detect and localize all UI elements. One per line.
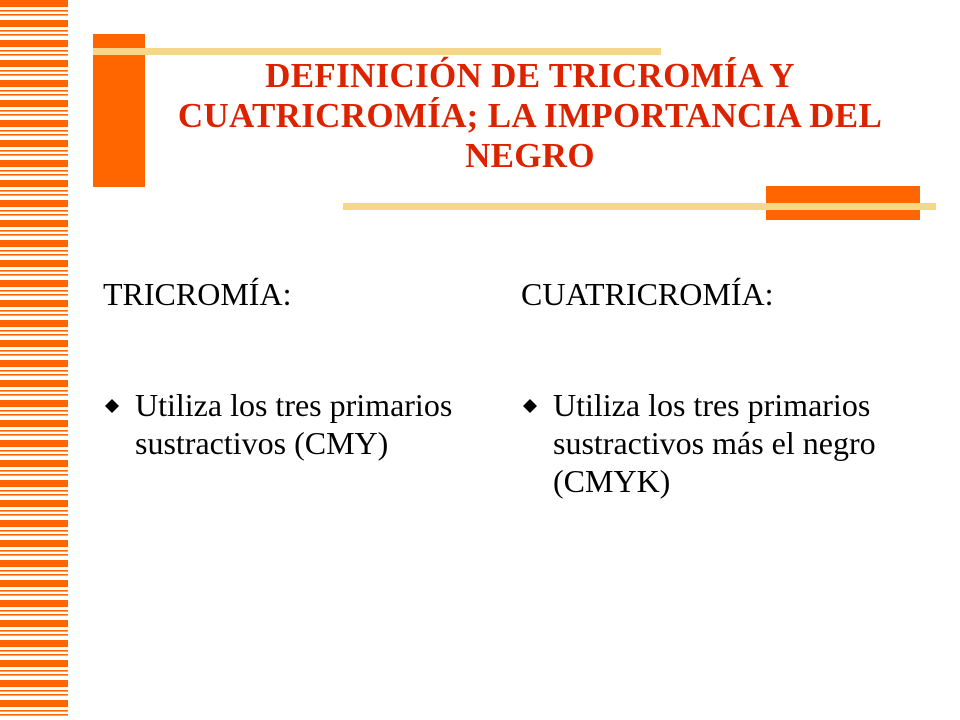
stripe-line — [0, 290, 68, 292]
stripe-line — [0, 650, 68, 652]
yellow-bottom-line — [343, 203, 936, 210]
stripe-line — [0, 230, 68, 232]
stripe-line — [0, 554, 68, 556]
stripe-bar — [0, 100, 68, 107]
right-bullet-item — [521, 386, 921, 500]
stripe-line — [0, 414, 68, 416]
stripe-line — [0, 630, 68, 632]
stripe-bar — [0, 700, 68, 707]
stripe-line — [0, 254, 68, 256]
diamond-bullet-icon — [523, 399, 537, 413]
stripe-line — [0, 714, 68, 716]
stripe-line — [0, 514, 68, 516]
stripe-line — [0, 194, 68, 196]
stripe-bar — [0, 260, 68, 267]
stripe-line — [0, 390, 68, 392]
stripe-line — [0, 210, 68, 212]
stripe-bar — [0, 580, 68, 587]
stripe-bar — [0, 560, 68, 567]
stripe-bar — [0, 180, 68, 187]
stripe-line — [0, 674, 68, 676]
stripe-line — [0, 94, 68, 96]
stripe-bar — [0, 540, 68, 547]
stripe-line — [0, 574, 68, 576]
stripe-bar — [0, 280, 68, 287]
stripe-line — [0, 74, 68, 76]
stripe-bar — [0, 320, 68, 327]
stripe-line — [0, 150, 68, 152]
stripe-line — [0, 534, 68, 536]
right-column-heading: CUATRICROMÍA: — [521, 276, 774, 312]
slide-title: DEFINICIÓN DE TRICROMÍA Y CUATRICROMÍA; LA IMPORTANCIA DEL NEGRO — [177, 56, 883, 175]
stripe-line — [0, 54, 68, 56]
left-column-heading: TRICROMÍA: — [103, 276, 292, 312]
stripe-line — [0, 14, 68, 16]
stripe-bar — [0, 500, 68, 507]
stripe-bar — [0, 380, 68, 387]
stripe-line — [0, 490, 68, 492]
stripe-bar — [0, 440, 68, 447]
stripe-bar — [0, 220, 68, 227]
stripe-line — [0, 350, 68, 352]
stripe-line — [0, 594, 68, 596]
stripe-line — [0, 170, 68, 172]
stripe-line — [0, 694, 68, 696]
stripe-line — [0, 310, 68, 312]
stripe-line — [0, 10, 68, 12]
stripe-line — [0, 110, 68, 112]
stripe-bar — [0, 60, 68, 67]
stripe-bar — [0, 160, 68, 167]
stripe-bar — [0, 200, 68, 207]
stripe-bar — [0, 0, 68, 7]
stripe-line — [0, 590, 68, 592]
stripe-line — [0, 334, 68, 336]
stripe-line — [0, 494, 68, 496]
decorative-stripe-border — [0, 0, 68, 720]
stripe-line — [0, 134, 68, 136]
stripe-line — [0, 234, 68, 236]
stripe-bar — [0, 520, 68, 527]
stripe-bar — [0, 360, 68, 367]
left-bullet-text: Utiliza los tres primarios sustractivos (CMY) — [135, 387, 453, 461]
stripe-line — [0, 510, 68, 512]
stripe-line — [0, 330, 68, 332]
right-bullet-text: Utiliza los tres primarios sustractivos más el negro (CMYK) — [553, 387, 876, 499]
stripe-line — [0, 474, 68, 476]
stripe-line — [0, 374, 68, 376]
stripe-bar — [0, 40, 68, 47]
stripe-line — [0, 370, 68, 372]
stripe-line — [0, 450, 68, 452]
stripe-line — [0, 314, 68, 316]
stripe-line — [0, 30, 68, 32]
stripe-bar — [0, 480, 68, 487]
stripe-bar — [0, 340, 68, 347]
stripe-bar — [0, 300, 68, 307]
stripe-line — [0, 130, 68, 132]
stripe-line — [0, 354, 68, 356]
stripe-bar — [0, 680, 68, 687]
stripe-line — [0, 154, 68, 156]
stripe-bar — [0, 240, 68, 247]
left-bullet-item — [103, 386, 483, 462]
stripe-line — [0, 454, 68, 456]
stripe-line — [0, 410, 68, 412]
stripe-line — [0, 214, 68, 216]
stripe-line — [0, 250, 68, 252]
stripe-line — [0, 114, 68, 116]
stripe-line — [0, 570, 68, 572]
stripe-bar — [0, 20, 68, 27]
stripe-bar — [0, 660, 68, 667]
stripe-bar — [0, 640, 68, 647]
diamond-bullet-icon — [105, 399, 119, 413]
stripe-bar — [0, 600, 68, 607]
stripe-bar — [0, 620, 68, 627]
stripe-line — [0, 34, 68, 36]
stripe-line — [0, 690, 68, 692]
stripe-bar — [0, 460, 68, 467]
stripe-line — [0, 530, 68, 532]
stripe-line — [0, 274, 68, 276]
yellow-top-line — [93, 48, 661, 55]
stripe-line — [0, 394, 68, 396]
left-column — [103, 274, 483, 462]
stripe-bar — [0, 420, 68, 427]
stripe-line — [0, 610, 68, 612]
stripe-line — [0, 654, 68, 656]
stripe-bar — [0, 140, 68, 147]
stripe-line — [0, 90, 68, 92]
stripe-line — [0, 550, 68, 552]
stripe-line — [0, 434, 68, 436]
stripe-line — [0, 50, 68, 52]
stripe-line — [0, 270, 68, 272]
stripe-line — [0, 614, 68, 616]
stripe-bar — [0, 400, 68, 407]
stripe-line — [0, 710, 68, 712]
stripe-line — [0, 190, 68, 192]
stripe-line — [0, 670, 68, 672]
stripe-line — [0, 174, 68, 176]
stripe-bar — [0, 80, 68, 87]
stripe-line — [0, 634, 68, 636]
stripe-line — [0, 470, 68, 472]
stripe-bar — [0, 120, 68, 127]
stripe-line — [0, 430, 68, 432]
stripe-line — [0, 70, 68, 72]
stripe-line — [0, 294, 68, 296]
orange-vertical-bar — [93, 34, 145, 187]
right-column — [521, 274, 921, 500]
